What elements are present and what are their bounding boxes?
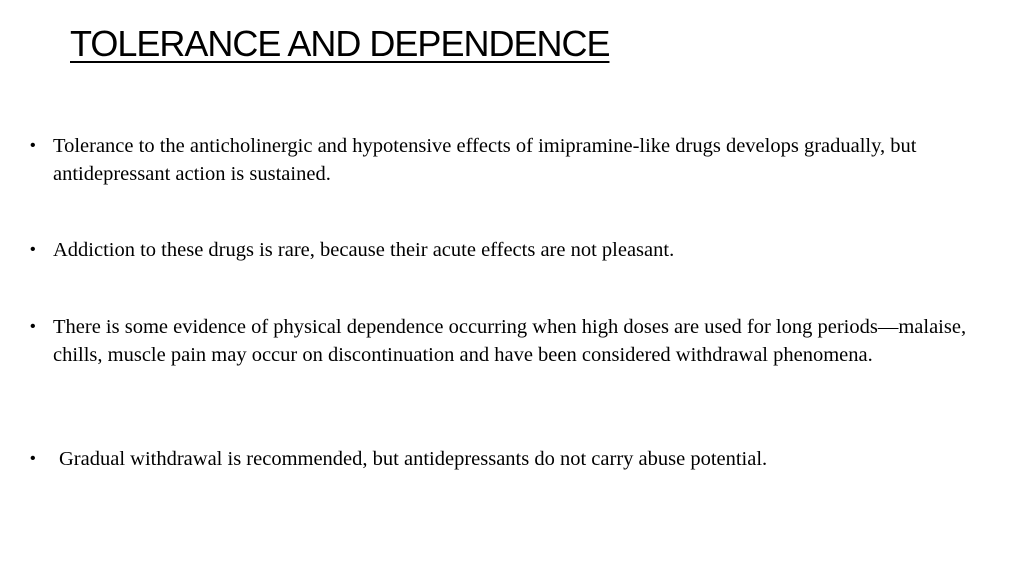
bullet-marker: • (30, 137, 36, 154)
bullet-text: Addiction to these drugs is rare, because their acute effects are not pleasant. (53, 239, 675, 261)
bullet-marker: • (30, 241, 36, 258)
bullet-item (30, 445, 1015, 473)
bullet-item (30, 313, 1015, 369)
bullet-text: There is some evidence of physical dependence occurring when high doses are used for long periods—malaise, chills, muscle pain may occur on discontinuation and have been considered withdrawal phenomena. (53, 316, 967, 366)
bullet-marker: • (30, 318, 36, 335)
bullet-text: Gradual withdrawal is recommended, but antidepressants do not carry abuse potential. (59, 448, 768, 470)
bullet-item (30, 132, 1015, 188)
slide-title: TOLERANCE AND DEPENDENCE (70, 23, 610, 64)
bullet-marker: • (30, 450, 36, 467)
bullet-item (30, 236, 1015, 264)
bullet-text: Tolerance to the anticholinergic and hypotensive effects of imipramine-like drugs develops gradually, but antidepressant action is sustained. (53, 135, 917, 185)
